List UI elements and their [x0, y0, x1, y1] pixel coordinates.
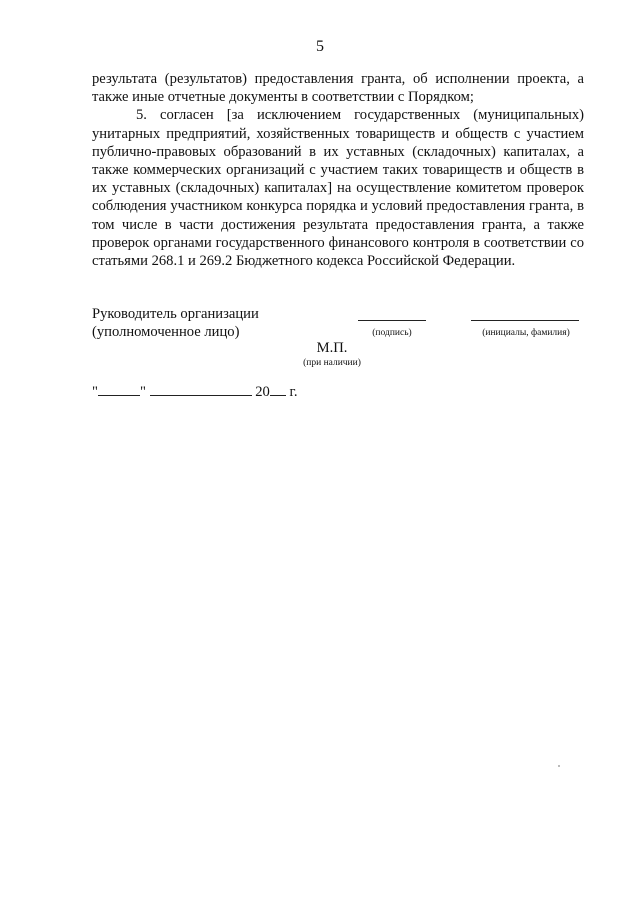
- date-year-blank: [270, 381, 286, 396]
- signer-block: [92, 305, 259, 341]
- name-caption: (инициалы, фамилия): [482, 328, 570, 338]
- signature-line: [358, 320, 426, 321]
- signer-role-line1: Руководитель организации: [92, 306, 259, 322]
- paragraph-consent-item-5: 5. согласен [за исключением государственных (муниципальных) унитарных предприятий, хозяйственных товариществ и обществ с участием публично-правовых образований в их уставных (складочных) капиталах, а также коммерческих организаций с участием таких товариществ и обществ в их уставных (складочных) капиталах] на осуществление комитетом проверок соблюдения участником конкурса порядка и условий предоставления гранта, в том числе в части достижения результата предоставления гранта, а также проверок органами государственного финансового контроля в соответствии со статьями 268.1 и 269.2 Бюджетного кодекса Российской Федерации.: [92, 107, 584, 270]
- document-body: [92, 70, 584, 270]
- page-number: 5: [316, 38, 324, 55]
- scan-speck: [558, 765, 560, 767]
- seal-placeholder: М.П.: [316, 340, 348, 356]
- seal-note: (при наличии): [303, 358, 361, 368]
- date-line: [92, 381, 297, 401]
- date-month-blank: [150, 381, 252, 396]
- signer-role-line2: (уполномоченное лицо): [92, 324, 240, 340]
- date-suffix: г.: [285, 384, 298, 400]
- signature-caption: (подпись): [372, 328, 412, 338]
- date-day-blank: [98, 381, 140, 396]
- date-quote-open: ": [92, 384, 98, 400]
- paragraph-reporting: результата (результатов) предоставления гранта, об исполнении проекта, а также иные отчетные документы в соответствии с Порядком;: [92, 71, 584, 106]
- date-century: 20: [255, 384, 270, 400]
- name-line: [471, 320, 579, 321]
- date-quote-close: ": [139, 384, 146, 400]
